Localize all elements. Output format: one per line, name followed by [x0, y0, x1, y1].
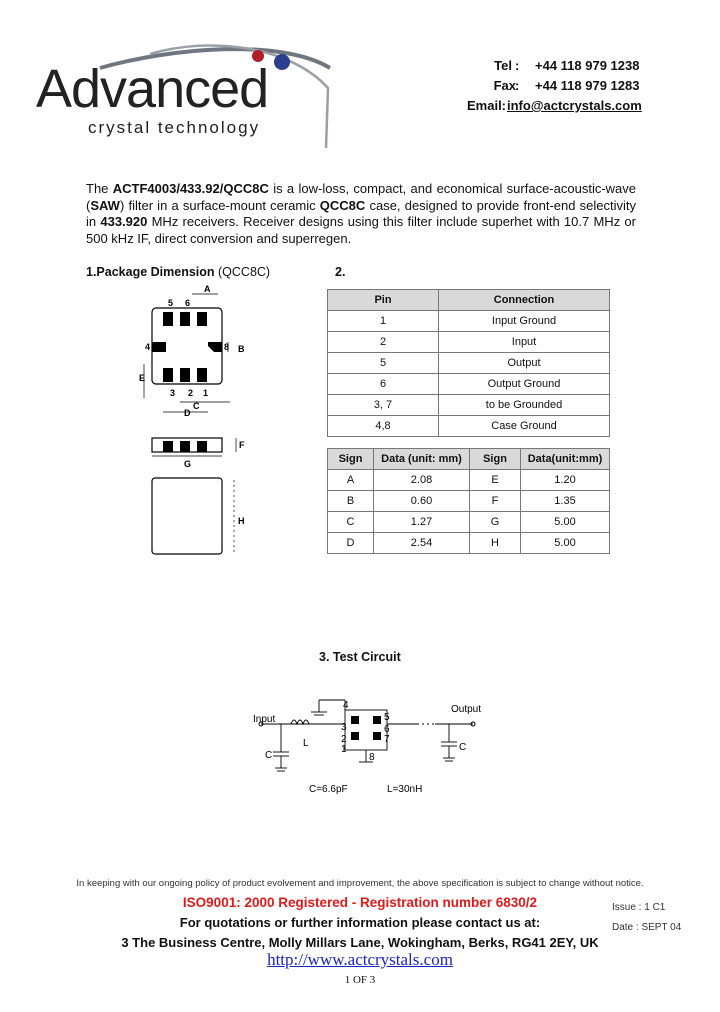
dim-label-G: G [184, 459, 192, 469]
pin-label-1: 1 [203, 388, 209, 398]
test-circuit [245, 690, 495, 800]
package-bottom-view [152, 478, 222, 554]
pin-table-header: Connection [439, 290, 610, 311]
circuit-pin-4: 4 [343, 700, 349, 711]
tel-value: +44 118 979 1238 [535, 58, 640, 73]
table-row [328, 416, 610, 437]
table-row [328, 470, 610, 491]
table-row [328, 332, 610, 353]
dim-table-header: Sign [470, 449, 521, 470]
table-row [328, 311, 610, 332]
circuit-input-label: Input [253, 714, 276, 725]
issue-label: Issue : 1 C1 [612, 902, 666, 913]
pin-cell: 2 [328, 332, 439, 353]
data-cell: 5.00 [521, 533, 610, 554]
table-row [328, 374, 610, 395]
connection-cell: to be Grounded [439, 395, 610, 416]
table-row [328, 353, 610, 374]
tel-colon: : [515, 58, 520, 73]
table-row [328, 533, 610, 554]
connection-cell: Input [439, 332, 610, 353]
section3-title: 3. Test Circuit [319, 650, 401, 664]
sign-cell: C [328, 512, 374, 533]
circuit-pin-7: 7 [384, 734, 390, 745]
tel-label: Tel [494, 58, 512, 73]
dim-table-header: Data (unit: mm) [374, 449, 470, 470]
dim-label-F: F [239, 440, 245, 450]
connection-cell: Case Ground [439, 416, 610, 437]
dim-label-D: D [184, 408, 191, 418]
circuit-output-label: Output [451, 704, 482, 715]
sign-cell: F [470, 491, 521, 512]
circuit-pin-5: 5 [384, 712, 390, 723]
inductor-symbol [291, 720, 309, 724]
page-number: 1 OF 3 [344, 974, 376, 986]
date-label: Date : SEPT 04 [612, 922, 682, 933]
address-line: 3 The Business Centre, Molly Millars Lane, Wokingham, Berks, RG41 2EY, UK [121, 935, 599, 950]
data-cell: 0.60 [374, 491, 470, 512]
pin-label-6: 6 [185, 298, 191, 308]
logo-tagline: crystal technology [88, 118, 261, 137]
pin-label-3: 3 [170, 388, 176, 398]
dim-label-E: E [139, 373, 146, 383]
email-link[interactable]: info@actcrystals.com [507, 98, 642, 113]
sign-cell: D [328, 533, 374, 554]
pin-label-5: 5 [168, 298, 174, 308]
circuit-pin-8: 8 [369, 752, 375, 763]
circuit-C-right-label: C [459, 742, 467, 753]
pin-cell: 5 [328, 353, 439, 374]
fax-colon: : [515, 78, 520, 93]
data-cell: 2.08 [374, 470, 470, 491]
pin-table-header: Pin [328, 290, 439, 311]
iso-registration: ISO9001: 2000 Registered - Registration number 6830/2 [182, 895, 538, 910]
data-cell: 2.54 [374, 533, 470, 554]
pin-label-4: 4 [145, 342, 151, 352]
dim-label-B: B [238, 344, 245, 354]
table-row [328, 512, 610, 533]
dim-label-H: H [238, 516, 245, 526]
pin-label-2: 2 [188, 388, 194, 398]
dimension-table [327, 448, 610, 554]
pin-cell: 3, 7 [328, 395, 439, 416]
sign-cell: E [470, 470, 521, 491]
circuit-l-value: L=30nH [387, 784, 423, 795]
data-cell: 1.27 [374, 512, 470, 533]
disclaimer-note: In keeping with our ongoing policy of product evolvement and improvement, the above specification is subject to change without notice. [76, 878, 644, 889]
connection-cell: Input Ground [439, 311, 610, 332]
circuit-pin-2: 2 [341, 734, 347, 745]
intro-paragraph: The ACTF4003/433.92/QCC8C is a low-loss, compact, and economical surface-acoustic-wave (SAW) filter in a surface-mount ceramic QCC8C case, designed to provide front-end selectivity in 433.920 MHz receivers. Receiver designs using this filter include superhet with 10.7 MHz or 500 kHz IF, direct conversion and superregen. [86, 181, 637, 246]
dim-label-C: C [193, 401, 200, 411]
section1-title: 1.Package Dimension (QCC8C) [86, 265, 271, 279]
circuit-pin-3: 3 [341, 722, 347, 733]
dim-table-header: Sign [328, 449, 374, 470]
sign-cell: G [470, 512, 521, 533]
pin-label-8: 8 [224, 342, 230, 352]
pin-table [327, 289, 610, 437]
data-cell: 1.35 [521, 491, 610, 512]
fax-label: Fax [493, 78, 516, 93]
logo-name: Advanced [36, 59, 269, 119]
section2-title: 2. [335, 265, 346, 279]
pin-cell: 4,8 [328, 416, 439, 437]
pin-cell: 6 [328, 374, 439, 395]
connection-cell: Output Ground [439, 374, 610, 395]
sign-cell: A [328, 470, 374, 491]
email-label: Email: [467, 98, 507, 113]
circuit-c-value: C=6.6pF [309, 784, 348, 795]
pin-cell: 1 [328, 311, 439, 332]
fax-value: +44 118 979 1283 [535, 78, 640, 93]
circuit-pin-6: 6 [384, 724, 390, 735]
table-row [328, 491, 610, 512]
data-cell: 5.00 [521, 512, 610, 533]
sign-cell: B [328, 491, 374, 512]
circuit-C-left-label: C [265, 750, 273, 761]
sign-cell: H [470, 533, 521, 554]
data-cell: 1.20 [521, 470, 610, 491]
connection-cell: Output [439, 353, 610, 374]
quotation-line: For quotations or further information please contact us at: [179, 915, 541, 930]
circuit-L-label: L [303, 738, 309, 749]
table-row [328, 395, 610, 416]
circuit-pin-1: 1 [341, 744, 347, 755]
package-drawing [136, 282, 266, 572]
logo-ball-blue [274, 54, 290, 70]
website-link[interactable]: http://www.actcrystals.com [267, 950, 453, 969]
dim-label-A: A [204, 284, 211, 294]
dim-table-header: Data(unit:mm) [521, 449, 610, 470]
